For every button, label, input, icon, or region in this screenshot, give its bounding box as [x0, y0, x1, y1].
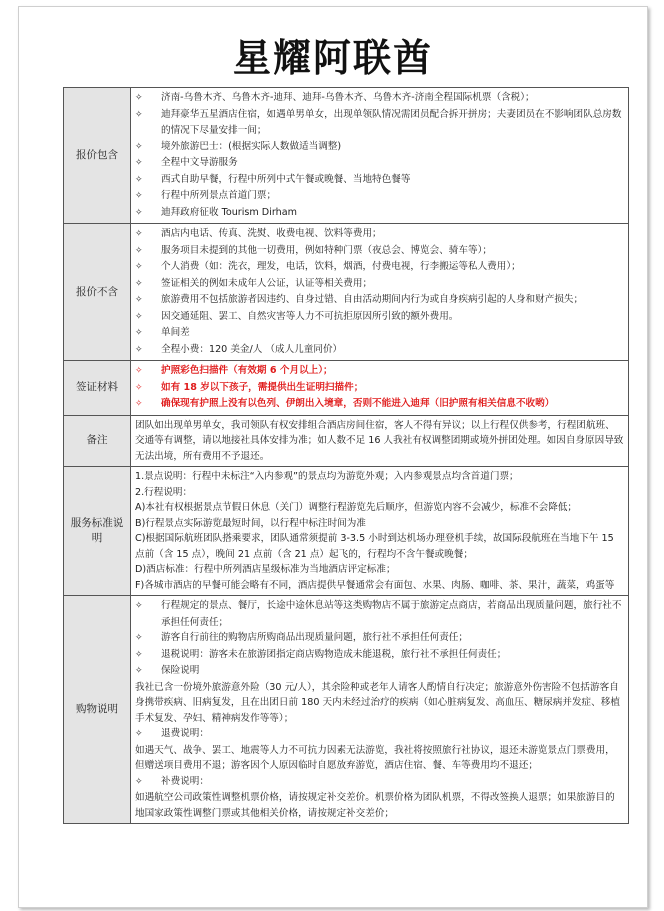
diamond-bullet-icon: ✧	[135, 158, 143, 168]
diamond-bullet-icon: ✧	[135, 278, 143, 289]
list-item: ✧ 确保现有护照上没有以色列、伊朗出入境章，否则不能进入迪拜（旧护照有相关信息不收哟）	[135, 396, 624, 413]
diamond-bullet-icon: ✧	[135, 93, 143, 103]
list-item: ✧ 服务项目未提到的其他一切费用，例如特种门票（夜总会、博览会、骑车等）；	[135, 243, 624, 260]
standard-line: F)各城市酒店的早餐可能会略有不同，酒店提供早餐通常会有面包、水果、肉肠、咖啡、茶、果汁，蔬菜，鸡蛋等	[135, 579, 615, 591]
list-item: ✧ 补费说明：	[135, 774, 624, 791]
itinerary-info-table	[63, 87, 629, 824]
list-item: ✧ 单间差	[135, 325, 624, 342]
list-item: ✧ 旅游费用不包括旅游者因违约、自身过错、自由活动期间内行为或自身疾病引起的人身和财产损失；	[135, 292, 624, 309]
section-service-standards	[64, 467, 629, 596]
list-item: ✧ 游客自行前往的购物店所购商品出现质量问题，旅行社不承担任何责任；	[135, 630, 624, 647]
list-item: ✧ 行程中所列景点首道门票；	[135, 188, 624, 205]
section-content	[131, 596, 629, 824]
section-content	[131, 467, 629, 596]
list-item: ✧ 酒店内电话、传真、洗熨、收费电视、饮料等费用；	[135, 226, 624, 243]
section-label: 报价不含	[64, 224, 131, 361]
list-item: ✧ 保险说明	[135, 663, 624, 680]
diamond-bullet-icon: ✧	[135, 245, 143, 256]
section-label: 购物说明	[64, 596, 131, 824]
remarks-text: 团队如出现单男单女，我司领队有权安排组合酒店房间住宿，客人不得有异议；以上行程仅供参考，行程团航班、交通等有调整，请以地接社具体安排为准；如人数不足 16 人我社有权调整团期或境外拼团处理。如因自身原因导致无法出境，所有费用不予退还。	[135, 419, 624, 462]
section-content	[131, 415, 629, 467]
paragraph: 如遇航空公司政策性调整机票价格，请按规定补交差价。机票价格为团队机票，不得改签换人退票；如果旅游目的地国家政策性调整门票或其他相关价格，请按规定补交差价；	[135, 792, 615, 819]
diamond-bullet-icon: ✧	[135, 344, 143, 355]
standard-line: D)酒店标准：行程中所列酒店星级标准为当地酒店评定标准；	[135, 564, 396, 575]
diamond-bullet-icon: ✧	[135, 601, 143, 611]
diamond-bullet-icon: ✧	[135, 311, 143, 322]
section-remarks	[64, 415, 629, 467]
paragraph: 我社已含一份境外旅游意外险（30 元/人），其余险种或老年人请客人酌情自行决定；旅游意外伤害险不包括游客自身携带疾病、旧病复发，且在出团日前 180 天内未经过治疗的疾病（如心脏病复发、高血压、糖尿病并发症、移植手术复发、孕妇、精神病发作等等）；	[135, 681, 620, 724]
diamond-bullet-icon: ✧	[135, 649, 143, 660]
list-item: ✧ 境外旅游巴士：(根据实际人数做适当调整)	[135, 139, 624, 156]
section-price-includes	[64, 88, 629, 224]
section-content	[131, 361, 629, 416]
diamond-bullet-icon: ✧	[135, 776, 143, 787]
diamond-bullet-icon: ✧	[135, 207, 143, 218]
list-item: ✧ 迪拜豪华五星酒店住宿，如遇单男单女，出现单领队情况需团员配合拆开拼房；夫妻团员在不影响团队总房数的情况下尽量安排一间；	[135, 108, 622, 136]
diamond-bullet-icon: ✧	[135, 141, 143, 152]
diamond-bullet-icon: ✧	[135, 328, 143, 338]
standard-line: 1.景点说明：行程中未标注“入内参观”的景点均为游览外观；入内参观景点均含首道门票；	[135, 471, 519, 482]
list-item: ✧ 济南-乌鲁木齐、乌鲁木齐-迪拜、迪拜-乌鲁木齐、乌鲁木齐-济南全程国际机票（含税）；	[135, 90, 624, 107]
diamond-bullet-icon: ✧	[135, 295, 143, 305]
diamond-bullet-icon: ✧	[135, 633, 143, 643]
diamond-bullet-icon: ✧	[135, 109, 143, 120]
document-page	[18, 6, 648, 908]
list-item: ✧ 西式自助早餐，行程中所列中式午餐或晚餐、当地特色餐等	[135, 172, 624, 189]
list-item: ✧ 签证相关的例如未成年人公证，认证等相关费用；	[135, 276, 624, 293]
diamond-bullet-icon: ✧	[135, 262, 143, 272]
standard-line: 2.行程说明：	[135, 486, 193, 498]
list-item: ✧ 迪拜政府征收 Tourism Dirham	[135, 205, 624, 222]
diamond-bullet-icon: ✧	[135, 174, 143, 185]
list-item: ✧ 因交通延阻、罢工、自然灾害等人力不可抗拒原因所引致的额外费用。	[135, 309, 624, 326]
diamond-bullet-icon: ✧	[135, 382, 143, 393]
document-title: 星耀阿联酋	[232, 35, 433, 80]
section-label: 报价包含	[64, 88, 131, 224]
list-item: ✧ 退费说明：	[135, 726, 624, 743]
standard-line: C)根据国际航班团队搭乘要求，团队通常须提前 3-3.5 小时到达机场办理登机手续，故国际段航班在当地下午 15 点前（含 15 点），晚间 21 点前（含 21 点）起飞的，行程均不含午餐或晚餐；	[135, 533, 614, 560]
list-item: ✧ 护照彩色扫描件（有效期 6 个月以上）；	[135, 363, 624, 380]
list-item: ✧ 个人消费（如：洗衣，理发，电话，饮料，烟酒，付费电视，行李搬运等私人费用）；	[135, 259, 624, 276]
diamond-bullet-icon: ✧	[135, 229, 143, 239]
standard-line: A)本社有权根据景点节假日休息（关门）调整行程游览先后顺序，但游览内容不会减少，标准不会降低；	[135, 502, 578, 513]
section-visa-materials	[64, 361, 629, 416]
section-shopping-notes	[64, 596, 629, 824]
standard-line: B)行程景点实际游览最短时间，以行程中标注时间为准	[135, 517, 366, 529]
diamond-bullet-icon: ✧	[135, 366, 143, 376]
section-label: 备注	[64, 415, 131, 467]
diamond-bullet-icon: ✧	[135, 191, 143, 201]
diamond-bullet-icon: ✧	[135, 399, 143, 409]
list-item: ✧ 全程小费：120 美金/人 （成人儿童同价）	[135, 342, 624, 359]
list-item: ✧ 行程规定的景点、餐厅，长途中途休息站等这类购物店不属于旅游定点商店，若商品出现质量问题，旅行社不承担任何责任；	[135, 600, 622, 628]
diamond-bullet-icon: ✧	[135, 729, 143, 739]
section-label: 服务标准说明	[64, 467, 131, 596]
list-item: ✧ 退税说明：游客未在旅游团指定商店购物造成未能退税，旅行社不承担任何责任；	[135, 647, 624, 664]
list-item: ✧ 如有 18 岁以下孩子，需提供出生证明扫描件；	[135, 380, 624, 397]
list-item: ✧ 全程中文导游服务	[135, 155, 624, 172]
diamond-bullet-icon: ✧	[135, 666, 143, 676]
paragraph: 如遇天气、战争、罢工、地震等人力不可抗力因素无法游览，我社将按照旅行社协议，退还未游览景点门票费用，但赠送项目费用不退；游客因个人原因临时自愿放弃游览，酒店住宿、餐、车等费用均不退还；	[135, 744, 615, 771]
section-price-excludes	[64, 224, 629, 361]
section-content	[131, 88, 629, 224]
section-content	[131, 224, 629, 361]
section-label: 签证材料	[64, 361, 131, 416]
